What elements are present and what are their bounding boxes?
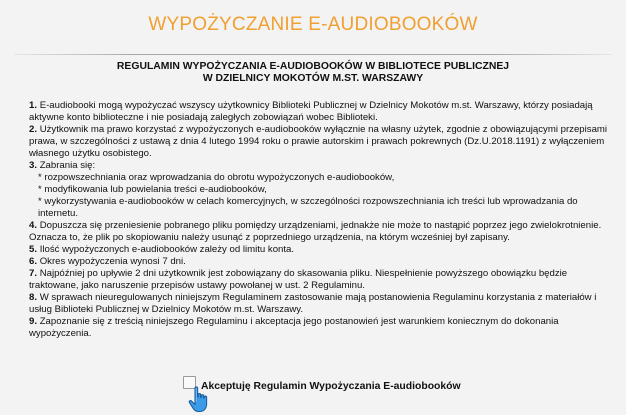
rule-item	[29, 160, 612, 220]
rule-text: Użytkownik ma prawo korzystać z wypożyczonych e-audiobooków wyłącznie na własny użytek, zgodnie z obowiązującymi przepisami prawa, w szczególności z ustawą z dnia 4 lutego 1994 roku o prawie autorskim i prawach pokrewnych (Dz.U.2018.1191) z wyłączeniem własnego użytku osobistego.	[29, 124, 608, 159]
rule-text: Zapoznanie się z treścią niniejszego Regulaminu i akceptacja jego postanowień jest warunkiem koniecznym do dokonania wypożyczenia.	[29, 316, 559, 339]
rule-text: Najpóźniej po upływie 2 dni użytkownik jest zobowiązany do skasowania pliku. Niespełnienie powyższego obowiązku będzie traktowane, jako naruszenie przepisów ustawy powołanej w ust. 2 Regulaminu.	[29, 268, 568, 291]
accept-regulation-row[interactable]	[183, 376, 483, 396]
regulation-heading	[0, 61, 626, 86]
rule-item	[29, 124, 612, 160]
page-title: WYPOŻYCZANIE E-AUDIOBOOKÓW	[148, 14, 478, 35]
rule-sub-item: * modyfikowania lub powielania treści e-audiobooków,	[38, 184, 267, 195]
rule-number: 7.	[29, 268, 38, 279]
rule-item	[29, 220, 612, 244]
rule-item	[29, 244, 612, 256]
rule-number: 5.	[29, 244, 38, 255]
rule-text: Zabrania się:	[39, 160, 96, 171]
rule-number: 6.	[29, 256, 38, 267]
rule-text: Dopuszcza się przeniesienie pobranego pliku pomiędzy urządzeniami, jednakże nie może to nastąpić poprzez jego zwielokrotnienie. Oznacza to, że plik po skopiowaniu należy usunąć z poprzedniego urządzenia, na którym wcześniej był zapisany.	[29, 220, 602, 243]
rule-number: 1.	[29, 100, 38, 111]
rule-number: 3.	[29, 160, 38, 171]
title-divider	[14, 54, 612, 55]
rule-text: E-audiobooki mogą wypożyczać wszyscy użytkownicy Biblioteki Publicznej w Dzielnicy Mokotów m.st. Warszawy, którzy posiadają aktywne konto biblioteczne i nie posiadają zaległych zobowiązań wobec Biblioteki.	[29, 100, 593, 123]
rule-sub-item: * rozpowszechniania oraz wprowadzania do obrotu wypożyczonych e-audiobooków,	[38, 172, 395, 183]
regulation-heading-line-2: W DZIELNICY MOKOTÓW M.ST. WARSZAWY	[202, 73, 424, 85]
rule-text: Okres wypożyczenia wynosi 7 dni.	[39, 256, 186, 267]
rule-item	[29, 316, 612, 340]
rule-number: 2.	[29, 124, 38, 135]
rule-item	[29, 292, 612, 316]
rule-text: Ilość wypożyczonych e-audiobooków zależy od limitu konta.	[39, 244, 295, 255]
regulation-rules	[29, 100, 612, 340]
rule-item	[29, 100, 612, 124]
rule-text: W sprawach nieuregulowanych niniejszym Regulaminem zastosowanie mają postanowienia Regulaminu korzystania z materiałów i usług Biblioteki Publicznej w Dzielnicy Mokotów m.st. Warszawy.	[29, 292, 597, 315]
rule-item	[29, 268, 612, 292]
rule-sub-item: * wykorzystywania e-audiobooków w celach komercyjnych, w szczególności rozpowszechniania ich treści lub wprowadzania do internetu.	[38, 196, 578, 219]
rule-number: 8.	[29, 292, 38, 303]
rule-item	[29, 256, 612, 268]
rule-number: 4.	[29, 220, 38, 231]
accept-regulation-label[interactable]: Akceptuję Regulamin Wypożyczania E-audiobooków	[201, 381, 461, 392]
hand-pointer-icon	[185, 384, 215, 414]
regulation-heading-line-1: REGULAMIN WYPOŻYCZANIA E-AUDIOBOOKÓW W BIBLIOTECE PUBLICZNEJ	[116, 61, 510, 72]
rule-number: 9.	[29, 316, 38, 327]
